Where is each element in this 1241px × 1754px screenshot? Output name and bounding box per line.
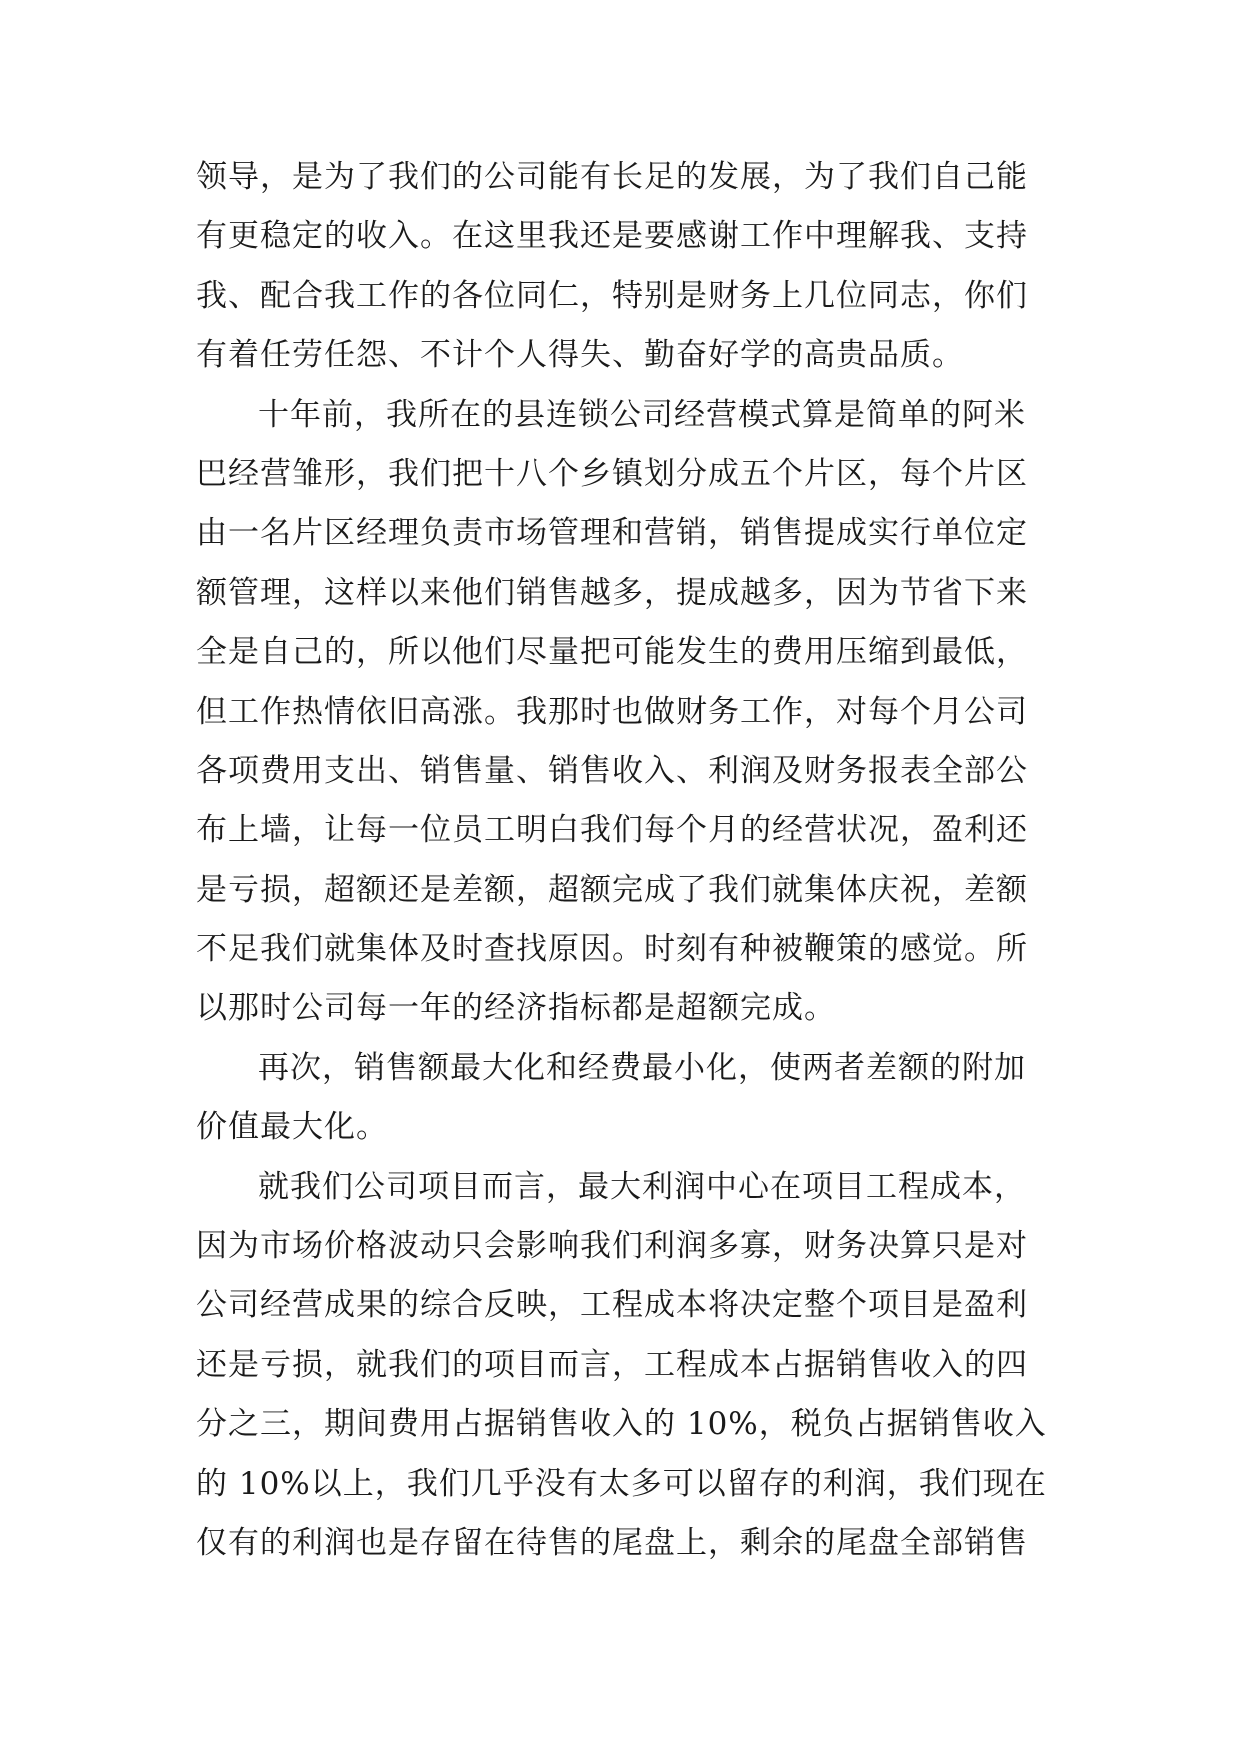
text-line: 但工作热情依旧高涨。我那时也做财务工作，对每个月公司 xyxy=(196,693,1028,730)
paragraph-start-line: 十年前，我所在的县连锁公司经营模式算是简单的阿米 xyxy=(258,396,1026,433)
text-line: 还是亏损，就我们的项目而言，工程成本占据销售收入的四 xyxy=(196,1346,1028,1383)
text-line: 额管理，这样以来他们销售越多，提成越多，因为节省下来 xyxy=(196,574,1028,611)
text-line: 领导，是为了我们的公司能有长足的发展，为了我们自己能 xyxy=(196,159,1028,195)
text-line: 价值最大化。 xyxy=(196,1109,388,1146)
text-line: 不足我们就集体及时查找原因。时刻有种被鞭策的感觉。所 xyxy=(196,931,1028,968)
text-line: 公司经营成果的综合反映，工程成本将决定整个项目是盈利 xyxy=(196,1287,1028,1324)
text-line: 有更稳定的收入。在这里我还是要感谢工作中理解我、支持 xyxy=(196,218,1028,255)
body-text xyxy=(196,148,1076,1573)
text-line: 各项费用支出、销售量、销售收入、利润及财务报表全部公 xyxy=(196,752,1028,789)
text-line: 由一名片区经理负责市场管理和营销，销售提成实行单位定 xyxy=(196,515,1028,552)
text-line: 我、配合我工作的各位同仁，特别是财务上几位同志，你们 xyxy=(196,277,1028,314)
text-line: 是亏损，超额还是差额，超额完成了我们就集体庆祝，差额 xyxy=(196,871,1028,908)
text-line: 布上墙，让每一位员工明白我们每个月的经营状况，盈利还 xyxy=(196,812,1028,849)
text-line: 因为市场价格波动只会影响我们利润多寡，财务决算只是对 xyxy=(196,1228,1028,1265)
text-line: 巴经营雏形，我们把十八个乡镇划分成五个片区，每个片区 xyxy=(196,455,1028,492)
text-line: 有着任劳任怨、不计个人得失、勤奋好学的高贵品质。 xyxy=(196,337,964,374)
text-line: 的 10%以上，我们几乎没有太多可以留存的利润，我们现在 xyxy=(196,1465,1047,1502)
text-line: 以那时公司每一年的经济指标都是超额完成。 xyxy=(196,990,836,1027)
paragraph-start-line: 就我们公司项目而言，最大利润中心在项目工程成本， xyxy=(258,1168,1026,1205)
paragraph-start-line: 再次，销售额最大化和经费最小化，使两者差额的附加 xyxy=(258,1049,1026,1086)
text-line: 仅有的利润也是存留在待售的尾盘上，剩余的尾盘全部销售 xyxy=(196,1524,1028,1561)
text-line: 分之三，期间费用占据销售收入的 10%，税负占据销售收入 xyxy=(196,1406,1047,1443)
text-line: 全是自己的，所以他们尽量把可能发生的费用压缩到最低， xyxy=(196,634,1028,671)
